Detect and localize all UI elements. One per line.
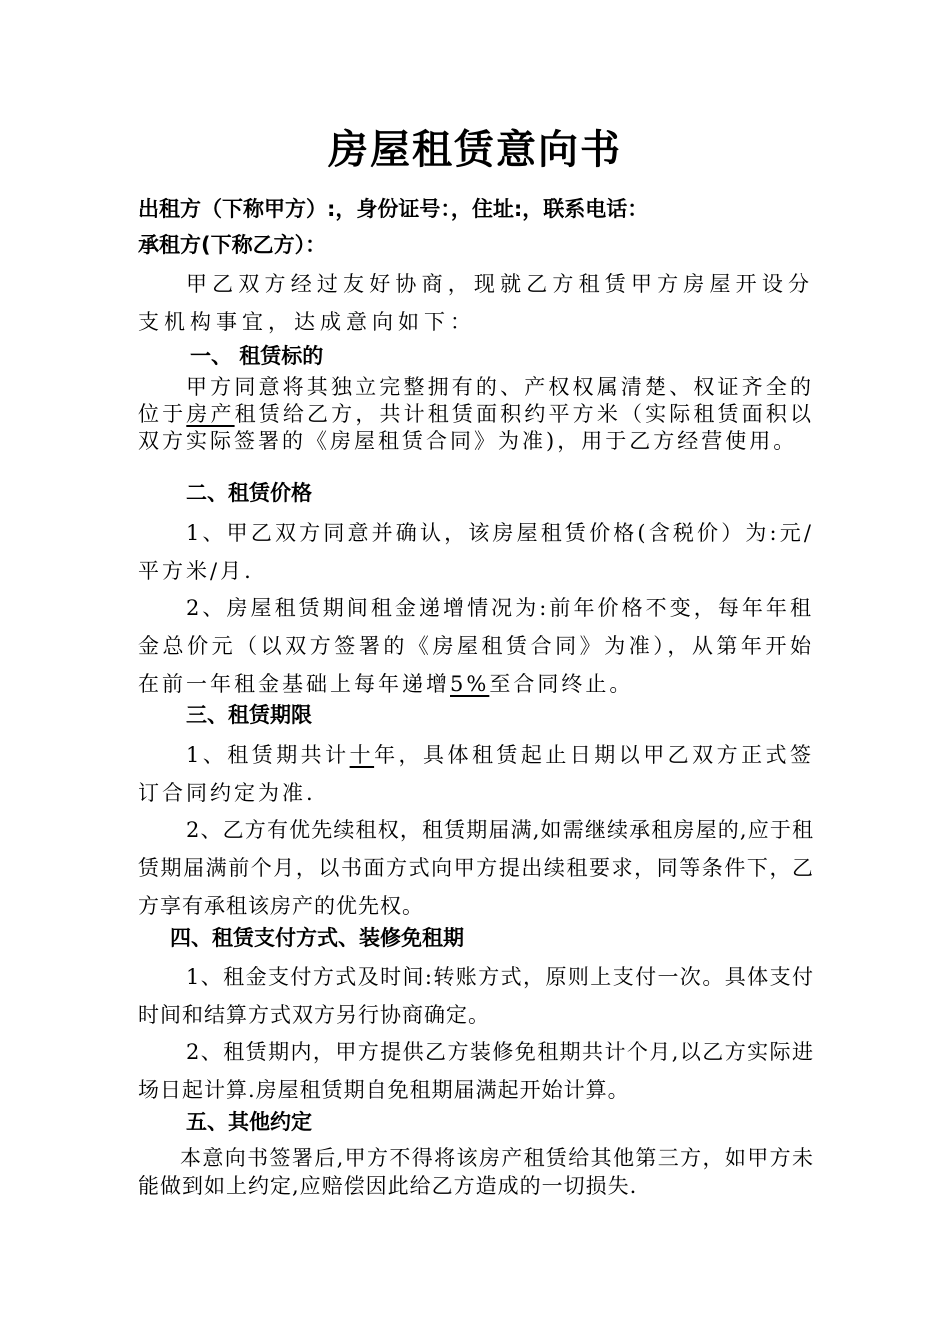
section-heading-5: 五、其他约定 <box>186 1110 312 1134</box>
text-run: 租赁给乙方，共计租赁面积约平方米（实际租赁面积以双方实际签署的《房屋租赁合同》为准)，用于乙方经营使用。 <box>138 402 814 453</box>
text-run: 甲方同意将其独立完整拥有的、产权权属清楚、权证齐全的位于 <box>138 375 814 426</box>
section-3-paragraph-2: 2、乙方有优先续租权，租赁期届满,如需继续承租房屋的,应于租赁期届满前个月，以书面方式向甲方提出续租要求，同等条件下，乙方享有承租该房产的优先权。 <box>138 818 814 918</box>
underlined-run: 房产 <box>186 402 235 426</box>
section-4-paragraph-2: 2、租赁期内，甲方提供乙方装修免租期共计个月,以乙方实际进场日起计算.房屋租赁期自免租期届满起开始计算。 <box>138 1040 814 1102</box>
intro-paragraph: 甲乙双方经过友好协商，现就乙方租赁甲方房屋开设分支机构事宜，达成意向如下： <box>138 272 814 334</box>
section-5-paragraph-1: 本意向书签署后,甲方不得将该房产租赁给其他第三方，如甲方未能做到如上约定,应赔偿因此给乙方造成的一切损失. <box>138 1146 814 1198</box>
text-run: 年，具体租赁起止日期以甲乙双方正式签订合同约定为准. <box>138 743 814 805</box>
text-run: 至合同终止。 <box>489 672 634 696</box>
section-heading-2: 二、租赁价格 <box>186 481 312 505</box>
lessee-line: 承租方(下称乙方）： <box>138 233 327 257</box>
section-heading-3: 三、租赁期限 <box>186 703 312 727</box>
lessor-line: 出租方（下称甲方）:，身份证号：，住址:，联系电话： <box>138 197 649 221</box>
section-2-paragraph-2 <box>138 589 814 703</box>
section-4-paragraph-1: 1、租金支付方式及时间:转账方式，原则上支付一次。具体支付时间和结算方式双方另行协商确定。 <box>138 965 814 1027</box>
section-3-paragraph-1 <box>138 736 814 812</box>
text-run: 2、房屋租赁期间租金递增情况为:前年价格不变，每年年租金总价元（以双方签署的《房屋租赁合同》为准），从第年开始在前一年租金基础上每年递增 <box>138 596 814 696</box>
section-1-paragraph-1 <box>138 374 814 455</box>
text-run: 1、租赁期共计 <box>186 743 350 767</box>
section-heading-4: 四、租赁支付方式、装修免租期 <box>170 926 464 950</box>
document-title: 房屋租赁意向书 <box>328 126 622 173</box>
underlined-run: 5% <box>450 672 490 696</box>
section-heading-1: 一、 租赁标的 <box>190 344 324 368</box>
section-2-paragraph-1: 1、甲乙双方同意并确认，该房屋租赁价格(含税价）为:元/平方米/月. <box>138 521 814 583</box>
underlined-run: 十 <box>349 743 375 767</box>
